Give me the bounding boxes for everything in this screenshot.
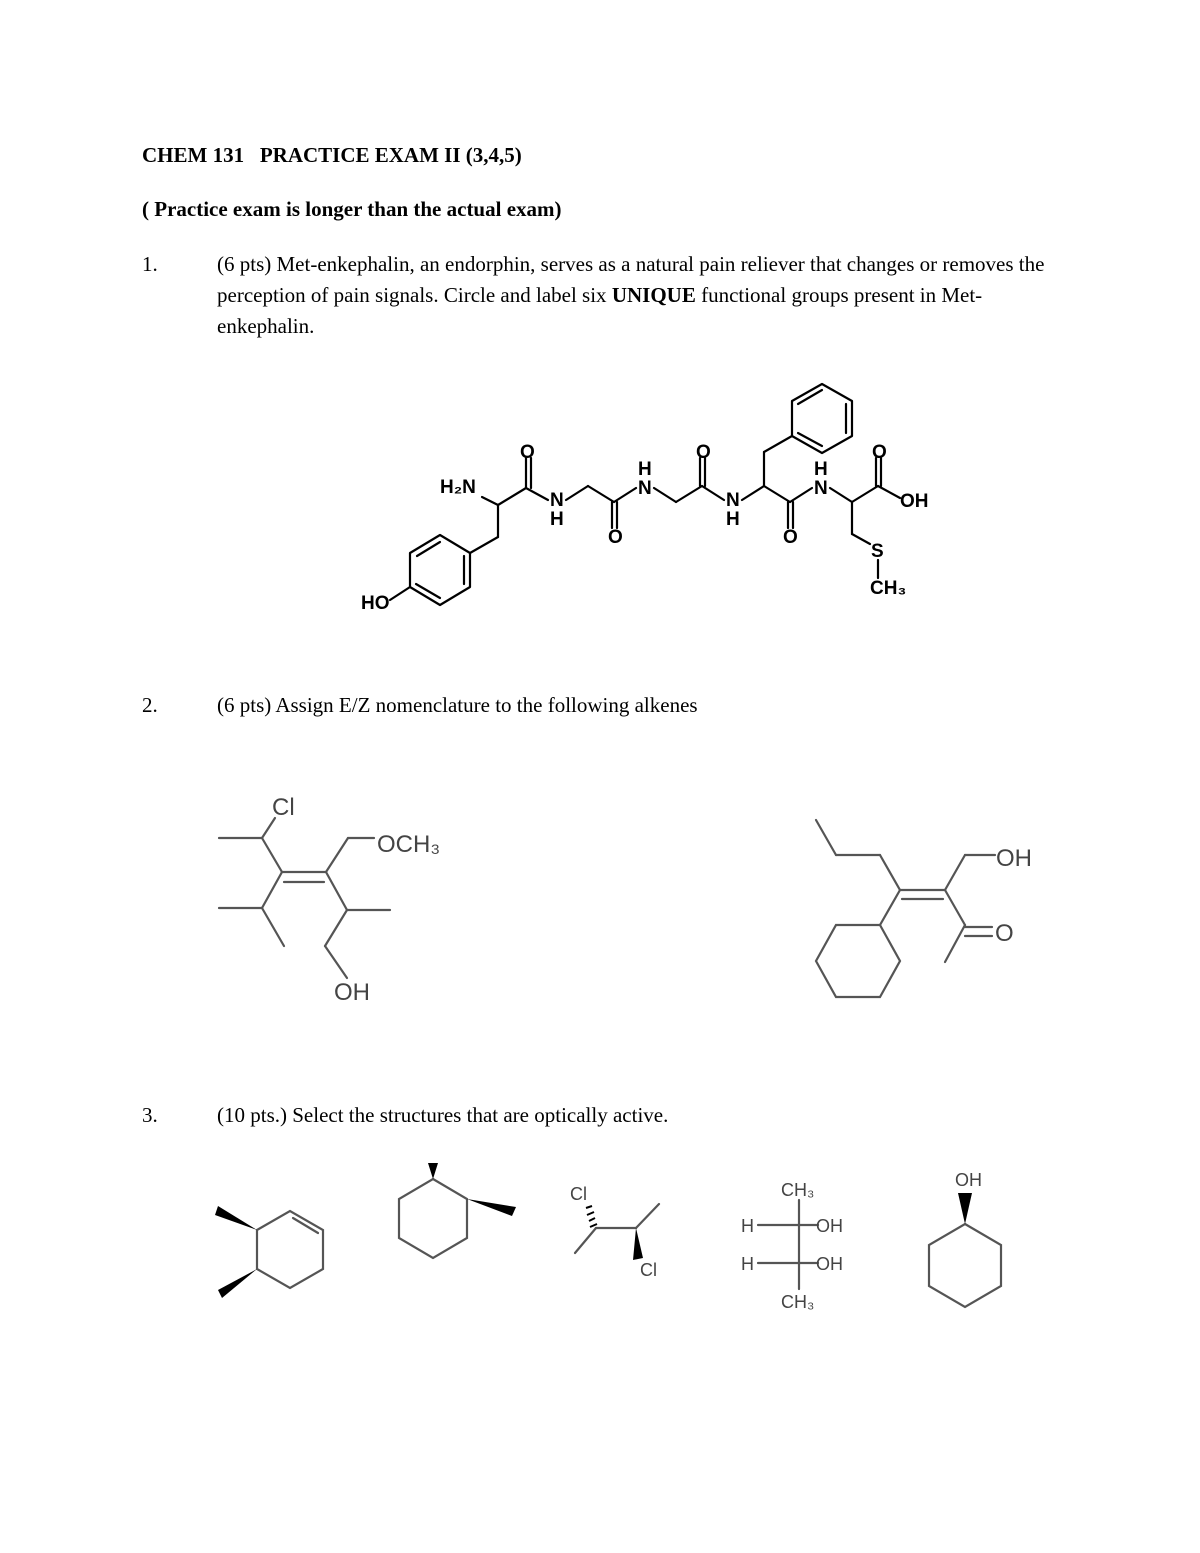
question-text-part: functional groups present in Met-enkephalin. [217,283,983,338]
fischer-oh-label: OH [816,1216,843,1236]
amide-n-label: N [814,478,828,499]
amide-n-label: N [550,490,564,511]
amide-h-label: H [814,459,828,480]
question-text-part: Met-enkephalin, an endorphin, serves as a natural pain reliever that changes or removes the perception of pain signals. Circle and label six [217,252,1045,307]
question-text-part: Select the structures that are optically active. [287,1103,669,1127]
page-title: CHEM 131 PRACTICE EXAM II (3,4,5) [142,143,522,167]
question-text-part: Assign E/Z nomenclature to the following alkenes [271,693,698,717]
fischer-h-label: H [741,1216,754,1236]
methoxy-label: OCH₃ [377,831,441,858]
question-text [217,1100,1077,1131]
amide-n-label: N [726,490,740,511]
hydroxyl-label: OH [334,979,370,1006]
carboxylic-oh-label: OH [900,491,929,512]
chloro-label: Cl [640,1260,657,1280]
methyl-label: CH₃ [781,1180,815,1200]
emphasis-unique: UNIQUE [611,283,696,307]
phenol-ho-label: HO [361,593,390,614]
question-number: 1. [142,252,158,276]
fischer-h-label: H [741,1254,754,1274]
chloro-label: Cl [570,1184,587,1204]
question-points: (6 pts) [217,693,272,717]
methyl-label: CH₃ [870,578,907,599]
question-text [217,690,1077,721]
carbonyl-o-label: O [608,527,623,548]
sulfur-label: S [871,541,884,562]
hydroxyl-label: OH [955,1170,982,1190]
methyl-label: CH₃ [781,1292,815,1312]
amide-n-label: N [638,478,652,499]
amine-label: H₂N [440,477,476,498]
question-number: 2. [142,693,158,717]
chloro-label: Cl [272,794,295,821]
carbonyl-o-label: O [520,442,535,463]
carbonyl-o-label: O [872,442,887,463]
question-points: (10 pts.) [217,1103,287,1127]
hydroxyl-label: OH [996,845,1032,872]
question-text [217,249,1077,342]
amide-h-label: H [550,509,564,530]
fischer-oh-label: OH [816,1254,843,1274]
exam-note: ( Practice exam is longer than the actual exam) [142,197,562,221]
carbonyl-o-label: O [783,527,798,548]
amide-h-label: H [638,459,652,480]
amide-h-label: H [726,509,740,530]
question-number: 3. [142,1103,158,1127]
question-points: (6 pts) [217,252,272,276]
ketone-o-label: O [995,920,1014,947]
carbonyl-o-label: O [696,442,711,463]
